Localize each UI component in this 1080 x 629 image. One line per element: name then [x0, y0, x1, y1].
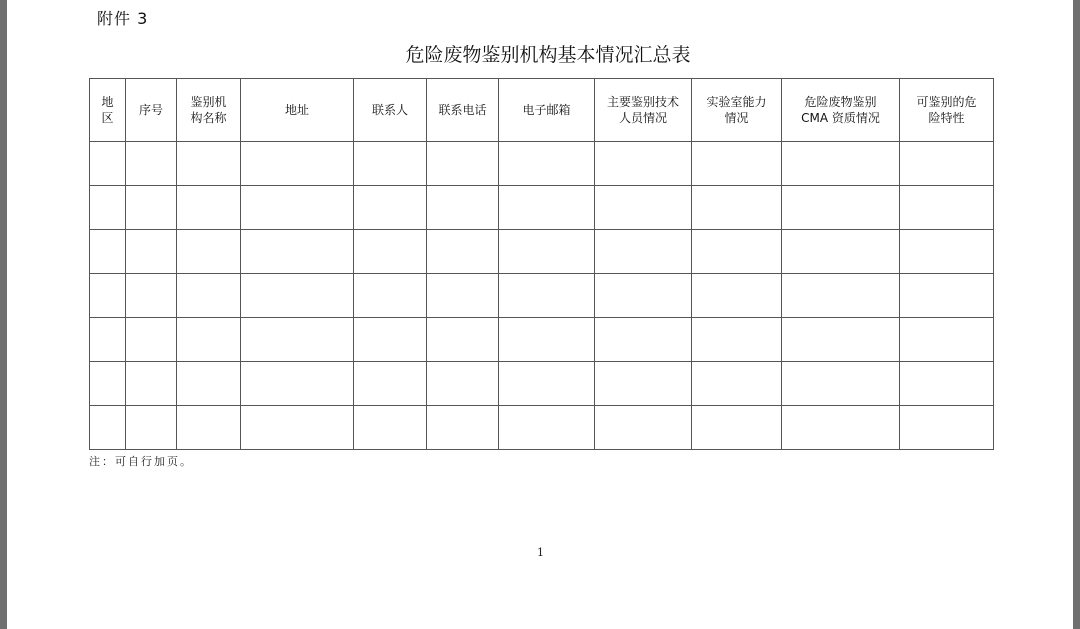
- table-row: [90, 362, 994, 406]
- page-number: 1: [537, 546, 544, 559]
- table-cell: [241, 318, 354, 362]
- table-cell: [354, 142, 427, 186]
- table-cell: [354, 406, 427, 450]
- document-title: 危险废物鉴别机构基本情况汇总表: [405, 44, 691, 66]
- header-region: 地 区: [90, 79, 126, 142]
- table-cell: [692, 186, 782, 230]
- header-institution-name: 鉴别机 构名称: [177, 79, 241, 142]
- table-cell: [241, 186, 354, 230]
- table-cell: [427, 406, 499, 450]
- header-identifiable-characteristics: 可鉴别的危 险特性: [900, 79, 994, 142]
- table-cell: [126, 186, 177, 230]
- table-cell: [126, 362, 177, 406]
- header-contact-phone: 联系电话: [427, 79, 499, 142]
- table-row: [90, 230, 994, 274]
- table-cell: [177, 406, 241, 450]
- table-cell: [427, 230, 499, 274]
- table-cell: [126, 142, 177, 186]
- table-cell: [692, 230, 782, 274]
- table-cell: [241, 274, 354, 318]
- table-cell: [692, 274, 782, 318]
- summary-table: [89, 78, 994, 450]
- table-cell: [90, 318, 126, 362]
- table-cell: [692, 142, 782, 186]
- table-cell: [354, 186, 427, 230]
- table-cell: [595, 362, 692, 406]
- table-cell: [499, 142, 595, 186]
- table-cell: [499, 230, 595, 274]
- table-cell: [126, 318, 177, 362]
- table-row: [90, 186, 994, 230]
- table-cell: [177, 318, 241, 362]
- table-row: [90, 274, 994, 318]
- header-cma-qualification: 危险废物鉴别 CMA 资质情况: [782, 79, 900, 142]
- table-cell: [900, 274, 994, 318]
- table-cell: [900, 142, 994, 186]
- table-cell: [595, 406, 692, 450]
- table-cell: [354, 362, 427, 406]
- table-cell: [90, 186, 126, 230]
- table-cell: [90, 406, 126, 450]
- table-cell: [354, 274, 427, 318]
- table-cell: [177, 230, 241, 274]
- table-cell: [177, 362, 241, 406]
- table-cell: [900, 406, 994, 450]
- table-cell: [354, 318, 427, 362]
- attachment-label: 附件 3: [97, 9, 149, 28]
- table-cell: [595, 274, 692, 318]
- header-contact-person: 联系人: [354, 79, 427, 142]
- table-cell: [90, 274, 126, 318]
- table-cell: [427, 142, 499, 186]
- table-cell: [126, 274, 177, 318]
- table-cell: [354, 230, 427, 274]
- header-technical-staff: 主要鉴别技术 人员情况: [595, 79, 692, 142]
- table-cell: [692, 362, 782, 406]
- table-cell: [692, 318, 782, 362]
- header-lab-capability: 实验室能力 情况: [692, 79, 782, 142]
- table-cell: [241, 230, 354, 274]
- table-cell: [499, 274, 595, 318]
- table-cell: [177, 142, 241, 186]
- table-cell: [595, 142, 692, 186]
- table-cell: [177, 274, 241, 318]
- table-cell: [499, 406, 595, 450]
- document-page: [7, 0, 1073, 629]
- footnote: 注：可自行加页。: [89, 455, 193, 468]
- table-cell: [241, 142, 354, 186]
- table-cell: [126, 230, 177, 274]
- table-cell: [782, 406, 900, 450]
- table-cell: [241, 406, 354, 450]
- table-cell: [499, 318, 595, 362]
- table-row: [90, 406, 994, 450]
- table-cell: [595, 318, 692, 362]
- table-cell: [595, 230, 692, 274]
- table-cell: [900, 186, 994, 230]
- header-email: 电子邮箱: [499, 79, 595, 142]
- table-cell: [90, 362, 126, 406]
- header-address: 地址: [241, 79, 354, 142]
- table-cell: [782, 186, 900, 230]
- table-row: [90, 318, 994, 362]
- table-cell: [90, 142, 126, 186]
- table-row: [90, 142, 994, 186]
- table-cell: [692, 406, 782, 450]
- header-serial-number: 序号: [126, 79, 177, 142]
- table-cell: [427, 318, 499, 362]
- table-cell: [900, 318, 994, 362]
- table-cell: [782, 142, 900, 186]
- table-cell: [90, 230, 126, 274]
- table-cell: [499, 362, 595, 406]
- table-cell: [782, 318, 900, 362]
- table-cell: [782, 274, 900, 318]
- table-cell: [595, 186, 692, 230]
- table-cell: [126, 406, 177, 450]
- table-cell: [427, 274, 499, 318]
- table-cell: [499, 186, 595, 230]
- table-cell: [241, 362, 354, 406]
- table-cell: [900, 362, 994, 406]
- table-cell: [427, 362, 499, 406]
- table-header-row: [90, 79, 994, 142]
- table-cell: [782, 362, 900, 406]
- table-cell: [177, 186, 241, 230]
- table-cell: [782, 230, 900, 274]
- table-cell: [900, 230, 994, 274]
- table-cell: [427, 186, 499, 230]
